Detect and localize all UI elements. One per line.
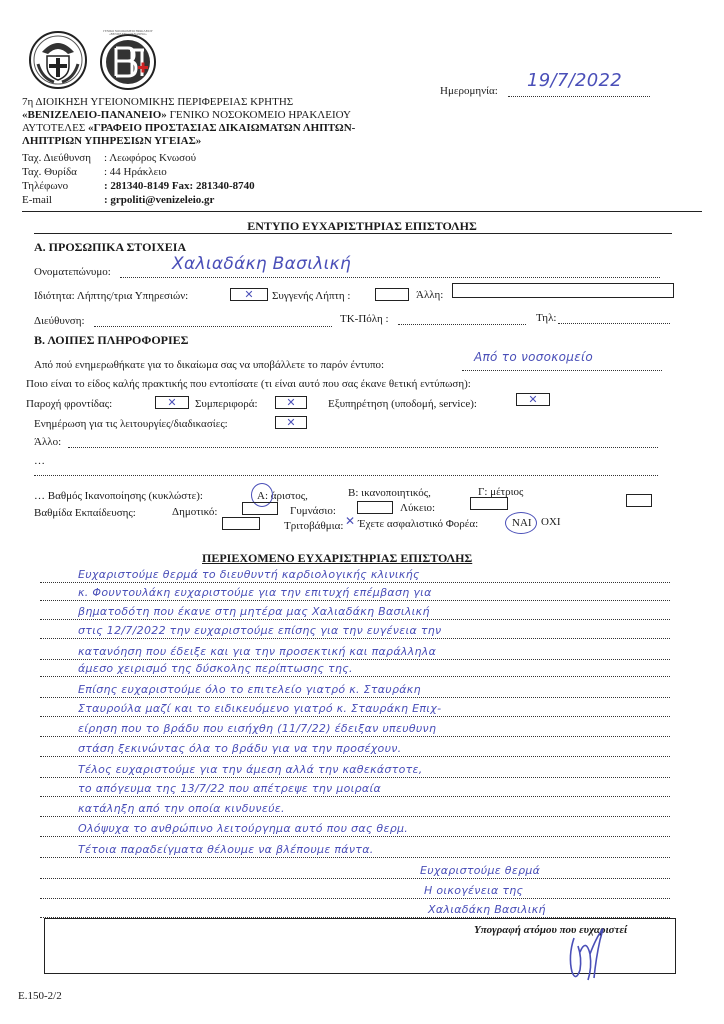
other-field[interactable] <box>452 283 674 298</box>
contact-phone-value: : 281340-8149 Fax: 281340-8740 <box>104 180 255 192</box>
edu-label: Βαθμίδα Εκπαίδευσης: <box>34 507 136 519</box>
letter-text: στις 12/7/2022 την ευχαριστούμε επίσης για την ευγένεια την <box>78 624 442 637</box>
edu-gym-checkbox[interactable] <box>357 501 393 514</box>
header-divider <box>22 211 702 212</box>
name-value: Χαλιαδάκη Βασιλική <box>172 254 352 274</box>
relative-label: Συγγενής Λήπτη : <box>272 290 351 302</box>
contact-phone-label: Τηλέφωνο <box>22 180 69 192</box>
source-label: Από πού ενημερωθήκατε για το δικαίωμα σας να υποβάλλετε το παρόν έντυπο: <box>34 359 385 371</box>
care-checkmark: ✕ <box>167 396 177 409</box>
letter-text: είρηση που το βράδυ που εισήχθη (11/7/22) έδειξαν υπευθυνη <box>78 722 437 735</box>
letter-text: Τέτοια παραδείγματα θέλουμε να βλέπουμε πάντα. <box>78 843 374 856</box>
other2-line <box>68 446 658 448</box>
name-line <box>120 276 660 278</box>
insurance-yes[interactable]: ΝΑΙ <box>512 517 532 529</box>
rating-c[interactable]: Γ: μέτριος <box>478 486 524 498</box>
letter-line <box>40 735 670 737</box>
other2-label: Άλλο: <box>34 436 62 448</box>
date-line <box>508 95 650 97</box>
letter-line <box>40 815 670 817</box>
letter-text: κ. Φουντουλάκη ευχαριστούμε για την επιτυχή επέμβαση για <box>78 586 432 599</box>
city-line <box>398 323 526 325</box>
letter-text: Ευχαριστούμε θερμά το διευθυντή καρδιολογικής κλινικής <box>78 568 420 581</box>
date-value: 19/7/2022 <box>527 70 622 91</box>
form-title: ΕΝΤΥΠΟ ΕΥΧΑΡΙΣΤΗΡΙΑΣ ΕΠΙΣΤΟΛΗΣ <box>247 219 477 233</box>
header-line3-bold: «ΓΡΑΦΕΙΟ ΠΡΟΣΤΑΣΙΑΣ ΔΙΚΑΙΩΜΑΤΩΝ ΛΗΠΤΩΝ- <box>87 122 356 134</box>
relative-checkbox[interactable] <box>375 288 409 301</box>
letter-line <box>40 776 670 778</box>
behavior-label: Συμπεριφορά: <box>195 398 258 410</box>
letter-line <box>40 675 670 677</box>
letter-line <box>40 581 670 583</box>
header-line1: 7η ΔΙΟΙΚΗΣΗ ΥΓΕΙΟΝΟΜΙΚΗΣ ΠΕΡΙΦΕΡΕΙΑΣ ΚΡΗΤΗΣ <box>22 96 294 108</box>
rating-label: … Βαθμός Ικανοποίησης (κυκλώστε): <box>34 490 203 502</box>
contact-address-label: Ταχ. Διεύθυνση <box>22 152 91 164</box>
address-line <box>94 325 332 327</box>
practice-label: Ποιο είναι το είδος καλής πρακτικής που εντοπίσατε (τι είναι αυτό που σας έκανε θετική εντύπωση): <box>26 378 471 390</box>
letter-text: Χαλιαδάκη Βασιλική <box>428 903 546 916</box>
rating-b[interactable]: Β: ικανοποιητικός, <box>348 487 431 499</box>
letter-text: το απόγευμα της 13/7/22 που απέτρεψε την μοιραία <box>78 782 382 795</box>
hospital-logo <box>94 28 162 94</box>
service-checkmark: ✕ <box>528 393 538 406</box>
letter-line <box>40 755 670 757</box>
insurance-label: Έχετε ασφαλιστικό Φορέα: <box>358 518 479 530</box>
edu-primary-checkbox[interactable] <box>242 502 278 515</box>
edu-extra-checkbox[interactable] <box>626 494 652 507</box>
source-value: Από το νοσοκομείο <box>474 350 594 364</box>
letter-line <box>40 637 670 639</box>
header-line2-bold: «ΒΕΝΙΖΕΛΕΙΟ-ΠΑΝΑΝΕΙΟ» <box>22 109 167 121</box>
letter-line <box>40 599 670 601</box>
letter-text: άμεσο χειρισμό της δύσκολης περίπτωσης της. <box>78 662 353 675</box>
letter-text: στάση ξεκινώντας όλα το βράδυ για να την προσέχουν. <box>78 742 402 755</box>
recipient-checkmark: ✕ <box>244 288 254 301</box>
info-checkmark: ✕ <box>286 416 296 429</box>
other2-ellipsis: … <box>34 455 45 467</box>
letter-line <box>40 696 670 698</box>
letter-text: κατάληξη από την οποία κινδυνεύε. <box>78 802 285 815</box>
address-label: Διεύθυνση: <box>34 315 85 327</box>
letter-line <box>40 835 670 837</box>
section-b-title: Β. ΛΟΙΠΕΣ ΠΛΗΡΟΦΟΡΙΕΣ <box>34 333 189 347</box>
name-label: Ονοματεπώνυμο: <box>34 266 111 278</box>
header-line2-rest: ΓΕΝΙΚΟ ΝΟΣΟΚΟΜΕΙΟ ΗΡΑΚΛΕΙΟΥ <box>166 109 351 121</box>
letter-text: Σταυρούλα μαζί και το ειδικευόμενο γιατρό κ. Σταυράκη Επιχ- <box>78 702 442 715</box>
header-line3-prefix: ΑΥΤΟΤΕΛΕΣ <box>22 122 88 134</box>
letter-line <box>40 877 670 879</box>
letter-line <box>40 897 670 899</box>
phone-label: Τηλ: <box>536 312 557 324</box>
edu-tert-left-checkbox[interactable] <box>222 517 260 530</box>
signature-mark <box>560 908 610 988</box>
letter-line <box>40 856 670 858</box>
hospital-logo-text: ΓΕΝΙΚΟ ΝΟΣΟΚΟΜΕΙΟ ΗΡΑΚΛΕΙΟΥ «ΒΕΝΙΖΕΛΕΙΟ-ΠΑΝΑΝΕΙΟ» <box>103 29 153 36</box>
footer-code: Ε.150-2/2 <box>18 990 62 1002</box>
letter-line <box>40 715 670 717</box>
source-line <box>462 369 662 371</box>
contact-email-value: : grpoliti@venizeleio.gr <box>104 194 215 206</box>
letter-line <box>40 658 670 660</box>
letter-text: Ευχαριστούμε θερμά <box>420 864 541 877</box>
edu-lyc-checkbox[interactable] <box>470 497 508 510</box>
letter-text: κατανόηση που έδειξε και για την προσεκτική και παράλληλα <box>78 645 437 658</box>
header-line2 <box>22 109 351 122</box>
section-a-title: Α. ΠΡΟΣΩΠΙΚΑ ΣΤΟΙΧΕΙΑ <box>34 240 187 254</box>
rating-a[interactable]: Α: άριστος, <box>257 490 308 502</box>
date-label: Ημερομηνία: <box>440 85 498 97</box>
edu-lyc-label: Λύκειο: <box>400 502 436 514</box>
letter-text: Επίσης ευχαριστούμε όλο το επιτελείο γιατρό κ. Σταυράκη <box>78 683 421 696</box>
edu-primary-label: Δημοτικό: <box>172 506 218 518</box>
greek-emblem-logo <box>28 30 88 90</box>
edu-tert-label: Τριτοβάθμια: <box>284 520 344 532</box>
other2-line-2 <box>34 474 658 476</box>
letter-text: Ολόψυχα το ανθρώπινο λειτούργημα αυτό που σας θερμ. <box>78 822 409 835</box>
city-label: ΤΚ-Πόλη : <box>340 313 389 325</box>
letter-line <box>40 618 670 620</box>
contact-email-label: E-mail <box>22 194 52 206</box>
signature-label: Υπογραφή ατόμου που ευχαριστεί <box>474 924 628 936</box>
info-label: Ενημέρωση για τις λειτουργίες/διαδικασίες: <box>34 418 228 430</box>
letter-line <box>40 795 670 797</box>
header-line3 <box>22 122 355 135</box>
insurance-yes-circle <box>505 512 537 534</box>
contact-pobox-value: : 44 Ηράκλειο <box>104 166 167 178</box>
contact-address-value: : Λεωφόρος Κνωσού <box>104 152 197 164</box>
service-label: Εξυπηρέτηση (υποδομή, service): <box>328 398 477 410</box>
insurance-no[interactable]: ΟΧΙ <box>541 516 561 528</box>
other-label: Άλλη: <box>416 289 444 301</box>
capacity-label: Ιδιότητα: Λήπτης/τρια Υπηρεσιών: <box>34 290 189 302</box>
phone-line <box>558 322 670 324</box>
letter-text: Η οικογένεια της <box>424 884 524 897</box>
letter-text: Τέλος ευχαριστούμε για την άμεση αλλά την καθεκάστοτε, <box>78 763 423 776</box>
header-line4: ΛΗΠΤΡΙΩΝ ΥΠΗΡΕΣΙΩΝ ΥΓΕΙΑΣ» <box>22 135 202 147</box>
behavior-checkmark: ✕ <box>286 396 296 409</box>
title-underline <box>34 233 672 234</box>
content-title: ΠΕΡΙΕΧΟΜΕΝΟ ΕΥΧΑΡΙΣΤΗΡΙΑΣ ΕΠΙΣΤΟΛΗΣ <box>202 551 473 565</box>
edu-gym-label: Γυμνάσιο: <box>290 505 336 517</box>
care-label: Παροχή φροντίδας: <box>26 398 113 410</box>
contact-pobox-label: Ταχ. Θυρίδα <box>22 166 77 178</box>
edu-tert-mark: ✕ <box>344 514 356 528</box>
letter-text: βηματοδότη που έκανε στη μητέρα μας Χαλιαδάκη Βασιλική <box>78 605 430 618</box>
